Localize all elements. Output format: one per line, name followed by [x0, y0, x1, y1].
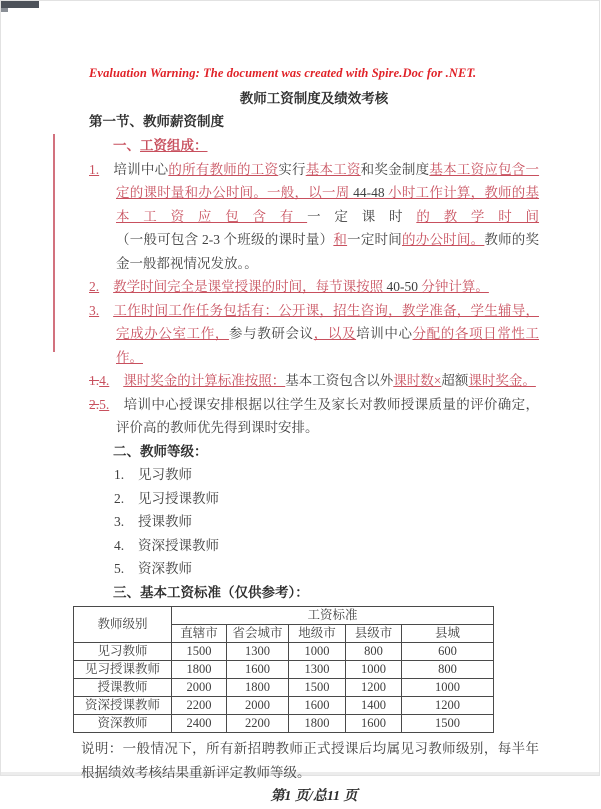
value-cell: 2200 [227, 715, 289, 733]
value-cell: 1300 [289, 661, 346, 679]
value-cell: 1500 [289, 679, 346, 697]
text-segment: 课时数× [393, 373, 442, 388]
list-item-2 [89, 275, 539, 299]
level-number: 4. [114, 537, 125, 553]
value-cell: 1300 [227, 643, 289, 661]
column-header: 地级市 [289, 625, 346, 643]
item-number [89, 397, 109, 412]
value-cell: 1500 [172, 643, 227, 661]
level-cell: 授课教师 [74, 679, 172, 697]
text-segment: 分钟计算。 [418, 279, 489, 294]
inserted-number: 4. [99, 373, 110, 388]
text-segment: 的所有教师的工资 [168, 161, 279, 177]
value-cell: 1000 [289, 643, 346, 661]
document-content [1, 65, 601, 809]
text-segment: 参与教研会议 [228, 326, 314, 341]
value-cell: 800 [346, 643, 402, 661]
value-cell: 600 [402, 643, 494, 661]
text-segment: 基本工资 [305, 161, 361, 177]
teacher-level-list [89, 463, 539, 581]
text-segment: 和 [333, 232, 348, 247]
teacher-level-item [114, 487, 539, 511]
value-cell: 1500 [402, 715, 494, 733]
level-label: 授课教师 [138, 514, 192, 529]
text-segment: 工作时间工作任务包括有：公开课，招生咨询，教学准备，学生辅导，完成办公室工作， [113, 302, 539, 341]
item-text [113, 162, 539, 271]
table-row-header: 教师级别 [74, 607, 172, 643]
text-segment: 小时工作计算，教师的基本工资应包含有 [116, 185, 540, 224]
text-segment: 和奖金制度 [360, 161, 430, 177]
table-group-header: 工资标准 [172, 607, 494, 625]
item-number: 3. [89, 302, 100, 318]
level-label: 见习授课教师 [138, 490, 219, 506]
list-item-3 [89, 299, 539, 370]
table-row [74, 661, 494, 679]
level-label: 资深授课教师 [138, 537, 219, 553]
value-cell: 1600 [227, 661, 289, 679]
level-number: 5. [114, 561, 125, 576]
text-segment: 的办公时间。 [402, 232, 485, 247]
text-segment: 课时奖金。 [468, 373, 536, 388]
deleted-number: 2. [89, 396, 100, 412]
text-segment: 培训中心授课安排根据以往学生及家长对教师授课质量的评价确定，评价高的教师优先得到课时安排。 [116, 396, 539, 435]
value-cell: 2200 [172, 697, 227, 715]
list-item-1 [89, 158, 539, 276]
level-cell: 资深教师 [74, 715, 172, 733]
value-cell: 1000 [402, 679, 494, 697]
text-segment: 一定课时 [307, 208, 417, 224]
value-cell: 1000 [346, 661, 402, 679]
text-segment: （一般可包含 2-3 个班级的课时量） [116, 232, 334, 247]
text-segment: 44-48 [353, 185, 385, 200]
table-row [74, 715, 494, 733]
table-header-row [74, 607, 494, 625]
column-header: 直辖市 [172, 625, 227, 643]
teacher-level-item [114, 510, 539, 534]
level-cell: 见习教师 [74, 643, 172, 661]
value-cell: 1200 [346, 679, 402, 697]
value-cell: 2000 [172, 679, 227, 697]
item-number: 1. [89, 161, 100, 177]
value-cell: 1400 [346, 697, 402, 715]
list-item-4 [89, 369, 539, 393]
heading-marker: 二、 [113, 443, 140, 459]
level-cell: 见习授课教师 [74, 661, 172, 679]
heading-teacher-levels [113, 440, 539, 464]
text-segment: 基本工资应包含一定的课时量和办公时间。一般，以一周 [116, 161, 540, 200]
heading-label: 基本工资标准（仅供参考）： [140, 584, 309, 600]
list-item-5 [89, 393, 539, 440]
teacher-level-item [114, 534, 539, 558]
text-segment: 40-50 [386, 279, 418, 294]
text-segment: 基本工资包含以外 [285, 373, 394, 388]
table-row [74, 679, 494, 697]
item-text [113, 303, 539, 365]
text-segment: 实行 [278, 161, 306, 177]
heading-marker: 三、 [113, 584, 140, 600]
level-number: 2. [114, 490, 125, 506]
table-row [74, 643, 494, 661]
item-number: 2. [89, 279, 100, 294]
text-segment: 培训中心 [113, 161, 169, 177]
document-title: 教师工资制度及绩效考核 [239, 91, 389, 106]
item-text [113, 279, 489, 294]
text-segment: 的教学时间 [416, 208, 540, 224]
text-segment: 教学时间完全是课堂授课的时间，每节课按照 [113, 279, 387, 294]
text-segment: ，以及 [313, 326, 357, 341]
item-text [116, 397, 539, 436]
value-cell: 1800 [172, 661, 227, 679]
level-number: 1. [114, 467, 125, 482]
level-label: 资深教师 [138, 561, 192, 576]
level-label: 见习教师 [138, 467, 192, 482]
column-header: 县城 [402, 625, 494, 643]
value-cell: 1200 [402, 697, 494, 715]
heading-label: 教师等级： [140, 443, 208, 459]
text-segment: 课时奖金的计算标准按照： [123, 373, 286, 388]
text-segment: 教师的奖金一般都视情况发放。。 [116, 232, 540, 271]
value-cell: 1600 [289, 697, 346, 715]
value-cell: 2000 [227, 697, 289, 715]
level-number: 3. [114, 514, 125, 529]
value-cell: 1800 [289, 715, 346, 733]
item-number [89, 373, 109, 388]
value-cell: 1600 [346, 715, 402, 733]
heading-salary-composition [113, 134, 539, 158]
evaluation-warning: Evaluation Warning: The document was created with Spire.Doc for .NET. [89, 66, 477, 80]
column-header: 省会城市 [227, 625, 289, 643]
section-one-heading: 第一节、教师薪资制度 [89, 114, 224, 129]
table-note: 说明：一般情况下，所有新招聘教师正式授课后均属见习教师级别，每半年根据绩效考核结果重新评定教师等级。 [81, 741, 539, 780]
text-segment: 分配的各项日常性工作。 [116, 326, 540, 365]
inserted-number: 5. [99, 396, 110, 412]
value-cell: 800 [402, 661, 494, 679]
level-cell: 资深授课教师 [74, 697, 172, 715]
heading-base-salary [113, 581, 539, 605]
scan-corner-artifact [1, 1, 39, 8]
value-cell: 2400 [172, 715, 227, 733]
teacher-level-item [114, 557, 539, 581]
column-header: 县级市 [346, 625, 402, 643]
heading-label: 工资组成： [140, 138, 208, 153]
heading-marker: 一、 [113, 138, 140, 153]
page-number-footer: 第1 页/总11 页 [270, 789, 358, 804]
text-segment: 超额 [441, 373, 469, 388]
deleted-number: 1. [89, 373, 100, 388]
salary-standard-table [73, 606, 494, 733]
teacher-level-item [114, 463, 539, 487]
item-text [123, 373, 536, 388]
text-segment: 培训中心 [356, 326, 413, 341]
value-cell: 1800 [227, 679, 289, 697]
table-row [74, 697, 494, 715]
text-segment: 一定时间 [347, 232, 402, 247]
